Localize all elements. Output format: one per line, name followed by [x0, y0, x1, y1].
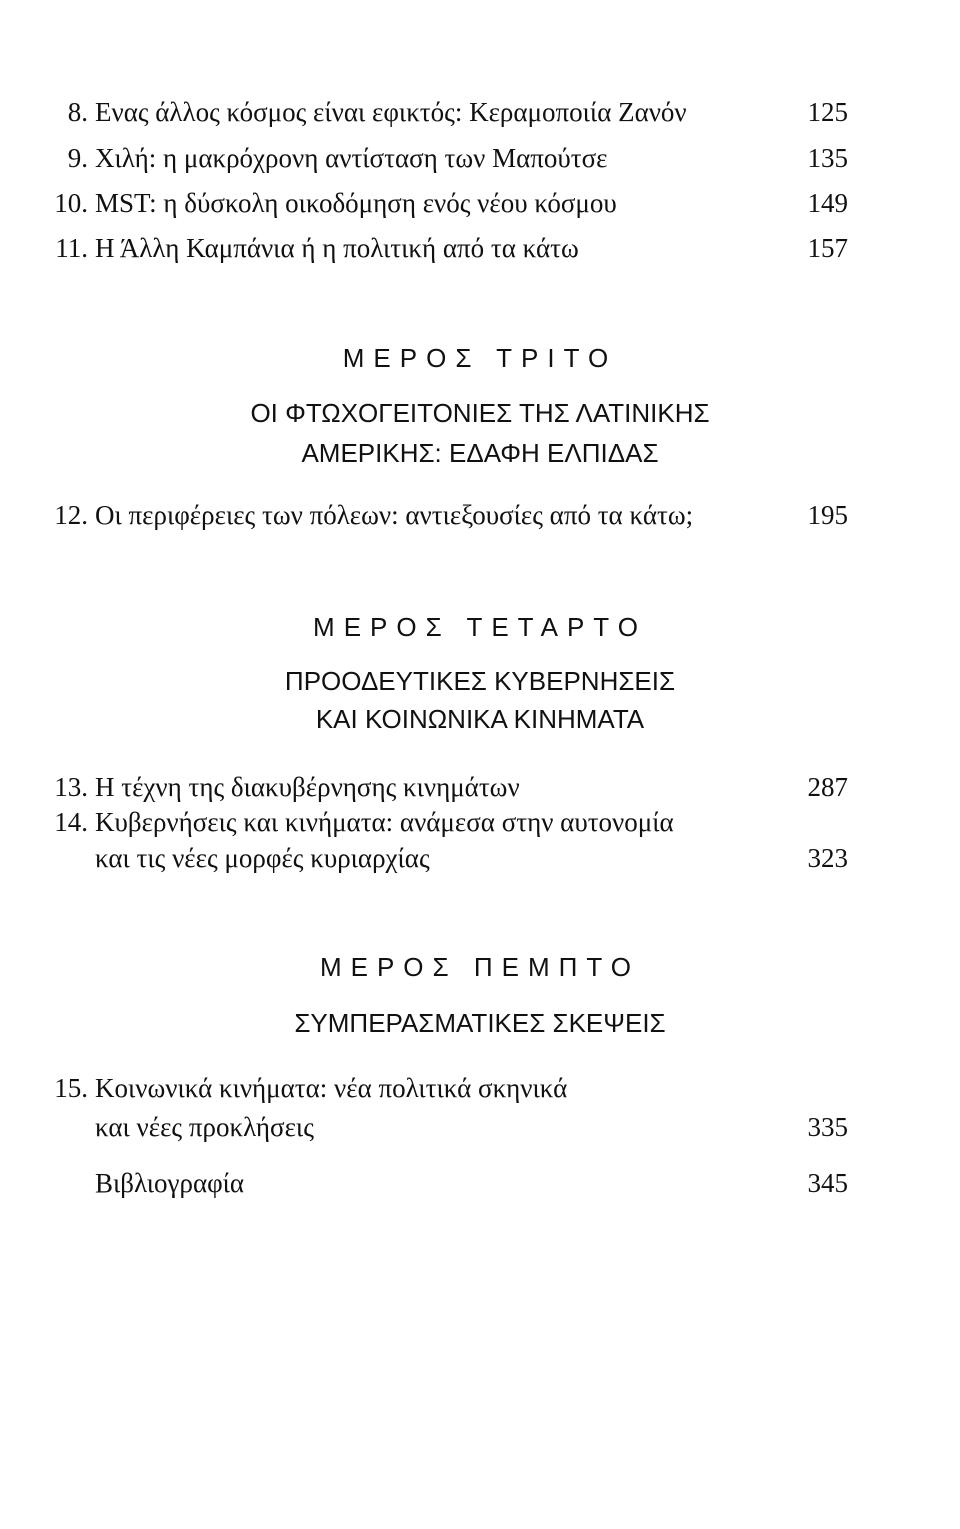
entry-number: 15.: [54, 1073, 88, 1103]
entry-title: MST: η δύσκολη οικοδόμηση ενός νέου κόσμου: [95, 188, 617, 218]
entry-number: 12.: [54, 500, 88, 530]
toc-entry-12: [0, 498, 960, 532]
entry-page: 125: [807, 97, 848, 127]
entry-page: 195: [807, 500, 848, 530]
entry-title: Χιλή: η μακρόχρονη αντίσταση των Μαπούτσε: [95, 143, 608, 173]
toc-entry-15: [0, 1071, 960, 1105]
toc-entry-10: [0, 186, 960, 220]
entry-title: Κυβερνήσεις και κινήματα: ανάμεσα στην αυτονομία: [95, 807, 674, 837]
part4-title-line2: ΚΑΙ ΚΟΙΝΩΝΙΚΑ ΚΙΝΗΜΑΤΑ: [315, 704, 645, 734]
entry-title: Ενας άλλος κόσμος είναι εφικτός: Κεραμοποιία Ζανόν: [95, 97, 687, 127]
entry-title: Οι περιφέρειες των πόλεων: αντιεξουσίες από τα κάτω;: [95, 500, 694, 530]
entry-number: 11.: [55, 233, 88, 263]
entry-number: 8.: [67, 97, 88, 127]
entry-page: 135: [807, 143, 848, 173]
entry-number: 13.: [54, 772, 88, 802]
entry-title: Κοινωνικά κινήματα: νέα πολιτικά σκηνικά: [95, 1073, 568, 1103]
entry-title: Η τέχνη της διακυβέρνησης κινημάτων: [95, 772, 520, 802]
toc-entry-11: [0, 231, 960, 265]
entry-page: 157: [807, 233, 848, 263]
entry-page: 323: [807, 843, 848, 873]
entry-page: 345: [807, 1168, 848, 1198]
entry-number: 14.: [54, 807, 88, 837]
entry-page: 149: [807, 188, 848, 218]
part5-label: ΜΕΡΟΣ ΠΕΜΠΤΟ: [319, 952, 641, 982]
entry-title-continuation: και νέες προκλήσεις: [95, 1112, 314, 1142]
toc-entry-8: [0, 95, 960, 129]
toc-entry-13: [0, 770, 960, 804]
part3-title-line2: ΑΜΕΡΙΚΗΣ: ΕΔΑΦΗ ΕΛΠΙΔΑΣ: [301, 438, 659, 468]
toc-entry-9: [0, 141, 960, 175]
part3-label: ΜΕΡΟΣ ΤΡΙΤΟ: [342, 343, 618, 373]
toc-entry-15-cont: [0, 1110, 960, 1144]
entry-title: Βιβλιογραφία: [95, 1168, 245, 1198]
part3-title-line1: ΟΙ ΦΤΩΧΟΓΕΙΤΟΝΙΕΣ ΤΗΣ ΛΑΤΙΝΙΚΗΣ: [250, 398, 710, 428]
part4-label: ΜΕΡΟΣ ΤΕΤΑΡΤΟ: [313, 612, 647, 642]
entry-page: 335: [807, 1112, 848, 1142]
part5-title-line1: ΣΥΜΠΕΡΑΣΜΑΤΙΚΕΣ ΣΚΕΨΕΙΣ: [294, 1008, 666, 1038]
toc-entry-14-cont: [0, 841, 960, 875]
entry-number: 9.: [67, 143, 88, 173]
entry-title-continuation: και τις νέες μορφές κυριαρχίας: [95, 843, 430, 873]
entry-number: 10.: [54, 188, 88, 218]
toc-entry-14: [0, 805, 960, 839]
entry-title: Η Άλλη Καμπάνια ή η πολιτική από τα κάτω: [95, 233, 579, 263]
entry-page: 287: [807, 772, 848, 802]
part4-title-line1: ΠΡΟΟΔΕΥΤΙΚΕΣ ΚΥΒΕΡΝΗΣΕΙΣ: [284, 666, 676, 696]
toc-entry-bibliography: [0, 1166, 960, 1200]
